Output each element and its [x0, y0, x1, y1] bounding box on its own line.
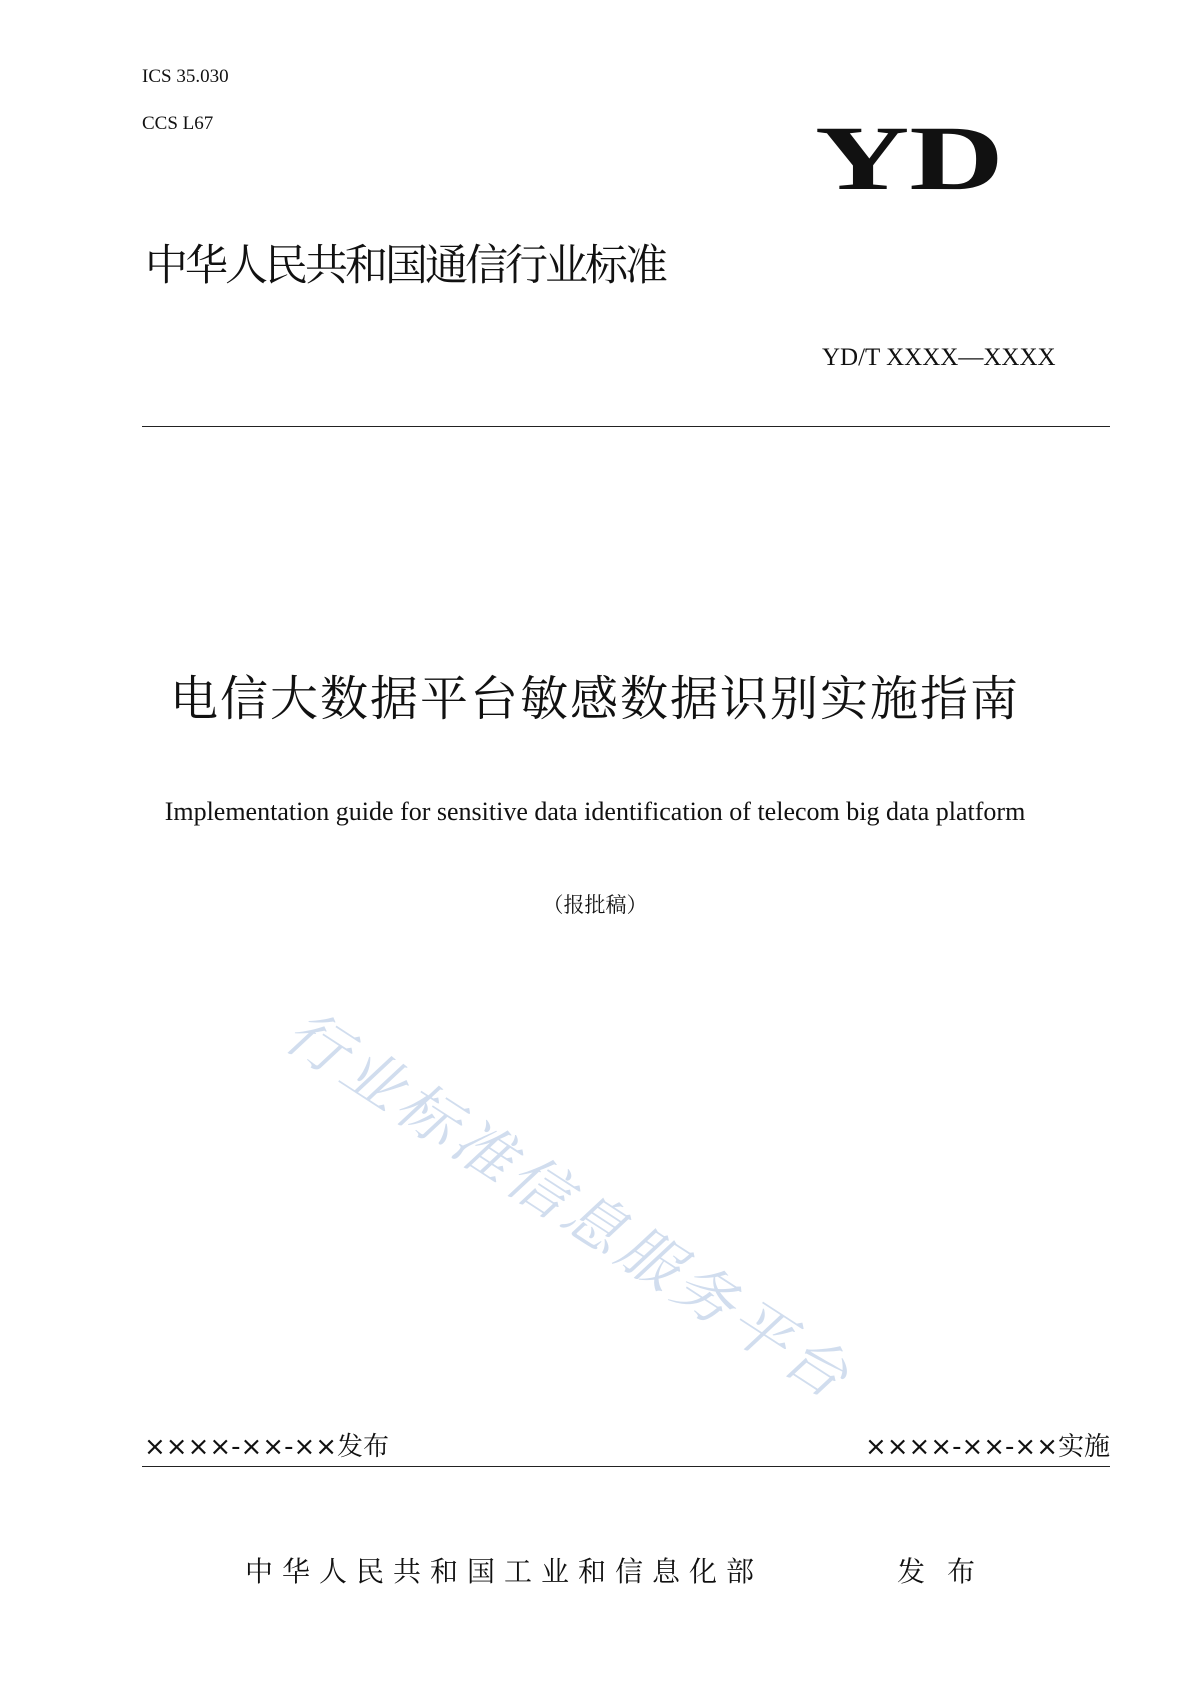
- document-title-zh: 电信大数据平台敏感数据识别实施指南: [169, 671, 1020, 727]
- issue-label: 发布: [897, 1555, 998, 1588]
- standard-heading: 中华人民共和国通信行业标准: [145, 241, 665, 291]
- watermark: 行业标准信息服务平台: [272, 996, 865, 1416]
- implementation-date: ××××-××-××实施: [864, 1432, 1110, 1462]
- ics-code: ICS 35.030: [142, 66, 229, 87]
- standard-number: YD/T XXXX—XXXX: [822, 344, 1056, 371]
- publish-date: ××××-××-××发布: [144, 1432, 390, 1462]
- document-title-en: Implementation guide for sensitive data identification of telecom big data platform: [164, 797, 1026, 826]
- issuing-ministry: 中华人民共和国工业和信息化部: [245, 1555, 764, 1588]
- draft-status: （报批稿）: [542, 893, 648, 917]
- bottom-divider: [142, 1466, 1110, 1467]
- top-divider: [142, 426, 1110, 427]
- ccs-code: CCS L67: [142, 113, 214, 134]
- yd-logo: YD: [815, 107, 1004, 209]
